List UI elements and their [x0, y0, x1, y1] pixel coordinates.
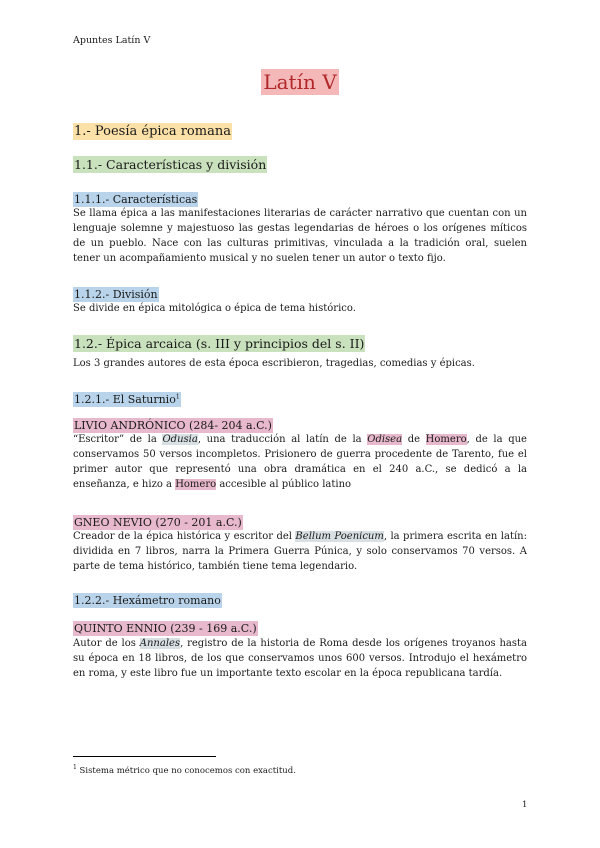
heading-1-1-1	[73, 188, 198, 207]
author-livio-text: LIVIO ANDRÓNICO (284- 204 a.C.)	[74, 419, 272, 432]
heading-1-1-2	[73, 283, 159, 302]
footnote-mark: 1	[73, 764, 77, 771]
work-odusia: Odusia	[162, 434, 198, 445]
text-span: , una traducción al latín de la	[197, 434, 368, 445]
work-bellum-poenicum: Bellum Poenicum	[295, 531, 384, 542]
text-span: Autor de los	[73, 638, 140, 649]
heading-1-1-text: 1.1.- Características y división	[74, 157, 267, 172]
footnote-separator	[73, 756, 216, 757]
footnote-ref: 1	[175, 393, 180, 401]
heading-1	[73, 120, 232, 139]
heading-1-1	[73, 154, 267, 173]
work-annales: Annales	[139, 638, 181, 649]
paragraph-gneo	[73, 529, 527, 574]
text-span: , la primera escrita en latín: dividida en 7 libros, narra la Primera Guerra Púnica, y solo conservamos 70 versos. A parte de tema histórico, también tiene tema legendario.	[73, 531, 527, 572]
heading-1-2-1-label: 1.2.1.- El Saturnio	[74, 393, 176, 406]
heading-1-2-1	[73, 388, 181, 407]
heading-1-2-2-text: 1.2.2.- Hexámetro romano	[74, 594, 221, 607]
text-span: accesible al público latino	[216, 479, 352, 490]
paragraph-caracteristicas: Se llama épica a las manifestaciones literarias de carácter narrativo que cuentan con un lenguaje solemne y majestuoso las gestas legendarias de héroes o los orígenes míticos de un pueblo. Nace con las culturas primitivas, vinculada a la tradición oral, suelen tener un acompañamiento musical y no suelen tener un autor o texto fijo.	[73, 208, 527, 264]
heading-1-2-2	[73, 589, 222, 608]
document-title	[0, 70, 600, 94]
footnote	[73, 764, 296, 776]
running-header: Apuntes Latín V	[73, 35, 151, 46]
heading-1-text: 1.- Poesía épica romana	[74, 124, 231, 139]
text-span: de	[402, 434, 426, 445]
author-homero: Homero	[425, 434, 467, 445]
heading-1-2-1-text	[73, 392, 181, 407]
text-span: , registro de la historia de Roma desde los orígenes troyanos hasta su época en 18 libros, de los que conservamos unos 600 versos. Introdujo el hexámetro en roma, y este libro fue un importante texto escolar en la época republicana tardía.	[73, 638, 528, 679]
text-span: “Escritor” de la	[73, 434, 163, 445]
author-gneo-text: GNEO NEVIO (270 - 201 a.C.)	[74, 516, 242, 529]
paragraph-division: Se divide en épica mitológica o épica de tema histórico.	[73, 303, 356, 314]
work-odisea: Odisea	[367, 434, 403, 445]
text-span: Creador de la épica histórica y escritor del	[73, 531, 296, 542]
page-number: 1	[522, 800, 528, 810]
footnote-text: Sistema métrico que no conocemos con exactitud.	[79, 765, 296, 776]
paragraph-autores: Los 3 grandes autores de esta época escribieron, tragedias, comedias y épicas.	[73, 358, 475, 369]
heading-1-2-text: 1.2.- Épica arcaica (s. III y principios del s. II)	[74, 336, 365, 351]
author-heading-gneo	[73, 511, 243, 530]
author-homero: Homero	[175, 479, 217, 490]
author-heading-quinto	[73, 617, 258, 636]
heading-1-1-2-text: 1.1.2.- División	[74, 288, 158, 301]
heading-1-1-1-text: 1.1.1.- Características	[74, 193, 198, 206]
paragraph-quinto	[73, 636, 527, 681]
text-span: , de la que conservamos 50 versos incompletos. Prisionero de guerra procedente de Tarento, fue el primer autor que representó una obra dramática en el 240 a.C., se dedicó a la enseñanza, e hizo a	[73, 434, 527, 490]
paragraph-livio	[73, 432, 527, 492]
author-quinto-text: QUINTO ENNIO (239 - 169 a.C.)	[74, 622, 257, 635]
heading-1-2	[73, 333, 365, 352]
title-text: Latín V	[263, 70, 337, 94]
author-heading-livio	[73, 414, 273, 433]
